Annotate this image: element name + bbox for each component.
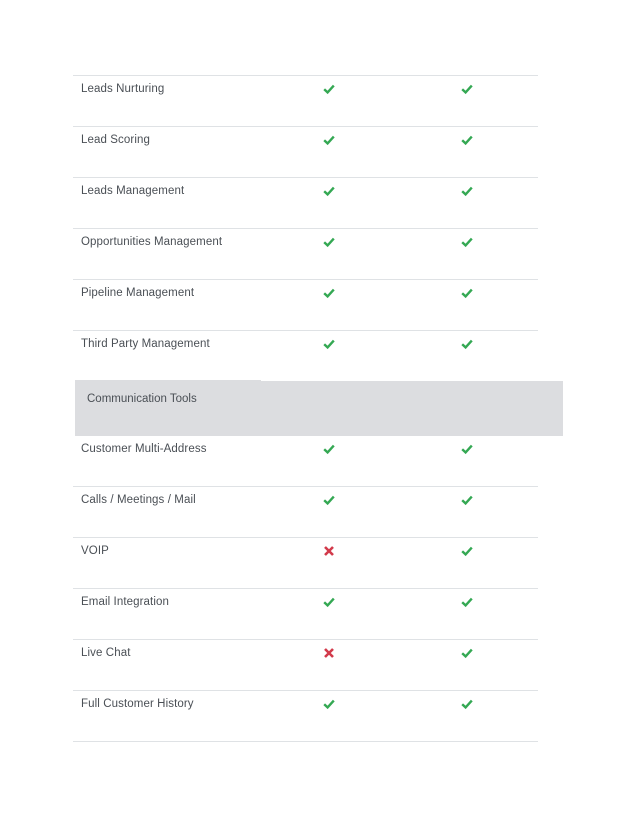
check-icon <box>461 236 473 248</box>
feature-label: Live Chat <box>81 647 131 659</box>
check-icon <box>461 494 473 506</box>
feature-label: VOIP <box>81 545 109 557</box>
check-icon <box>461 185 473 197</box>
table-row <box>73 127 538 178</box>
check-icon <box>323 236 335 248</box>
check-icon <box>461 443 473 455</box>
table-row <box>73 691 538 742</box>
check-icon <box>323 596 335 608</box>
table-row <box>73 76 538 127</box>
check-icon <box>461 134 473 146</box>
check-icon <box>461 338 473 350</box>
feature-label: Calls / Meetings / Mail <box>81 494 196 506</box>
table-row <box>73 229 538 280</box>
feature-label: Leads Management <box>81 185 185 197</box>
section-background <box>261 381 563 436</box>
feature-label: Full Customer History <box>81 698 194 710</box>
check-icon <box>323 338 335 350</box>
feature-label: Opportunities Management <box>81 236 223 248</box>
cross-icon <box>323 545 335 557</box>
check-icon <box>461 83 473 95</box>
table-row <box>73 589 538 640</box>
check-icon <box>461 287 473 299</box>
check-icon <box>323 134 335 146</box>
check-icon <box>323 185 335 197</box>
table-row <box>73 487 538 538</box>
feature-label: Lead Scoring <box>81 134 150 146</box>
table-row <box>73 178 538 229</box>
table-row <box>73 436 538 487</box>
table-row <box>73 640 538 691</box>
check-icon <box>323 698 335 710</box>
check-icon <box>461 596 473 608</box>
feature-label: Email Integration <box>81 596 169 608</box>
check-icon <box>461 698 473 710</box>
feature-comparison-table <box>73 75 538 742</box>
table-row <box>73 331 538 381</box>
feature-label: Leads Nurturing <box>81 83 165 95</box>
section-header <box>73 380 538 436</box>
check-icon <box>323 494 335 506</box>
feature-label: Third Party Management <box>81 338 210 350</box>
check-icon <box>323 287 335 299</box>
check-icon <box>323 83 335 95</box>
table-row <box>73 280 538 331</box>
check-icon <box>323 443 335 455</box>
table-row <box>73 538 538 589</box>
section-background <box>75 380 261 436</box>
feature-label: Customer Multi-Address <box>81 443 207 455</box>
section-title: Communication Tools <box>87 393 197 405</box>
cross-icon <box>323 647 335 659</box>
feature-label: Pipeline Management <box>81 287 195 299</box>
check-icon <box>461 647 473 659</box>
check-icon <box>461 545 473 557</box>
